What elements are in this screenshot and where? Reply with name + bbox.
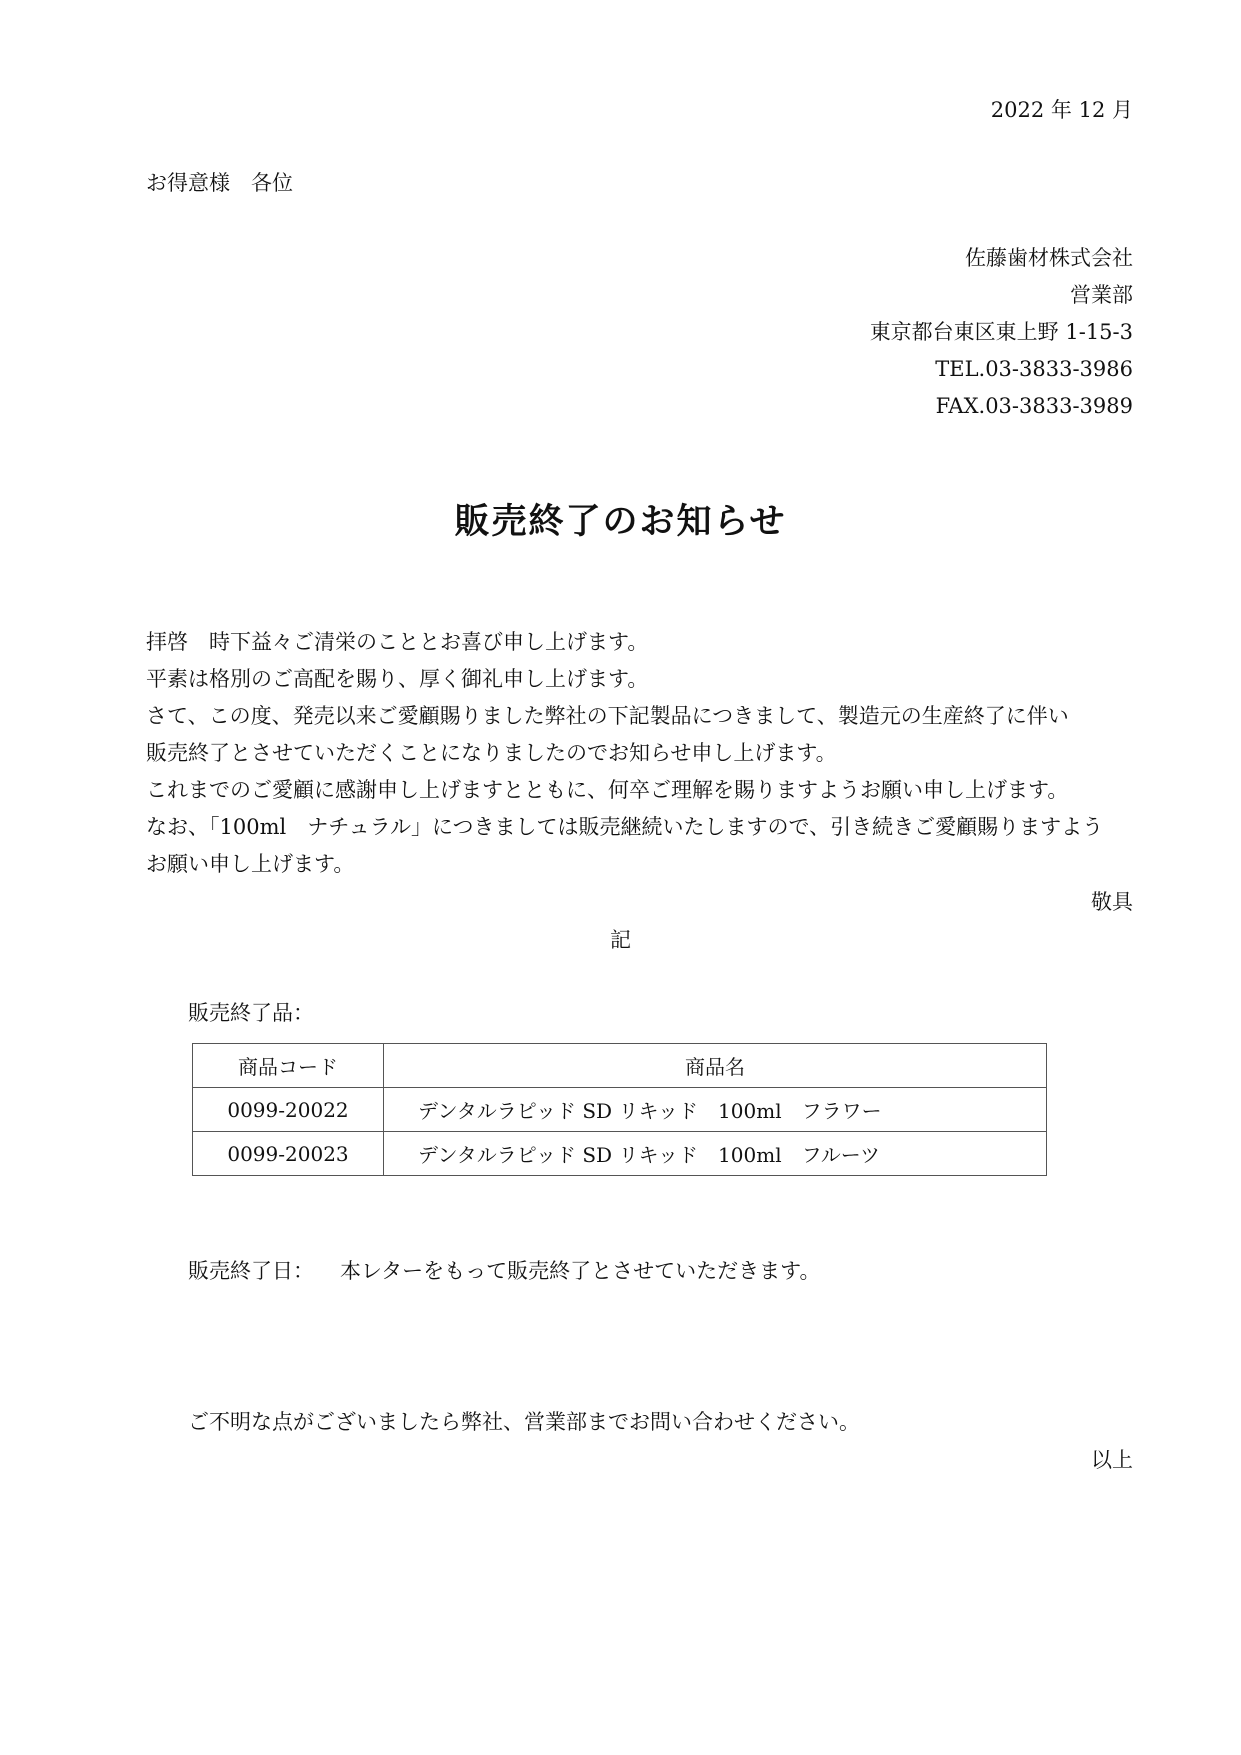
body-line: さて、この度、発売以来ご愛顧賜りました弊社の下記製品につきまして、製造元の生産終了に伴い [146, 704, 1069, 728]
table-header-row [193, 1044, 1047, 1088]
sender-department: 営業部 [1070, 283, 1133, 307]
end-date-label: 販売終了日： [188, 1259, 314, 1283]
body-line: お願い申し上げます。 [146, 852, 355, 876]
sender-tel: TEL.03-3833-3986 [935, 357, 1133, 381]
body-line: 拝啓 時下益々ご清栄のこととお喜び申し上げます。 [146, 630, 649, 654]
product-code: 0099-20022 [193, 1088, 384, 1132]
product-code: 0099-20023 [193, 1132, 384, 1176]
sender-company: 佐藤歯材株式会社 [965, 246, 1133, 270]
body-line: 平素は格別のご高配を賜り、厚く御礼申し上げます。 [146, 667, 649, 691]
page-title: 販売終了のお知らせ [454, 501, 787, 542]
product-name: デンタルラピッド SD リキッド 100ml フルーツ [384, 1132, 1047, 1176]
body-line: なお、「100ml ナチュラル」につきましては販売継続いたしますので、引き続きご愛顧賜りますよう [146, 815, 1104, 839]
addressee: お得意様 各位 [146, 171, 293, 195]
sender-address: 東京都台東区東上野 1-15-3 [869, 320, 1133, 344]
end-date-text: 本レターをもって販売終了とさせていただきます。 [340, 1259, 821, 1283]
end-mark: 以上 [1091, 1448, 1133, 1472]
contact-text: ご不明な点がございましたら弊社、営業部までお問い合わせください。 [188, 1410, 860, 1434]
date: 2022 年 12 月 [990, 98, 1133, 122]
products-table [192, 1043, 1047, 1176]
product-name: デンタルラピッド SD リキッド 100ml フラワー [384, 1088, 1047, 1132]
body-line: 販売終了とさせていただくことになりましたのでお知らせ申し上げます。 [146, 741, 837, 765]
sender-fax: FAX.03-3833-3989 [935, 394, 1133, 418]
header-product-code: 商品コード [193, 1044, 384, 1088]
header-product-name: 商品名 [384, 1044, 1047, 1088]
ki-heading: 記 [610, 928, 631, 952]
table-row [193, 1088, 1047, 1132]
products-label: 販売終了品： [188, 1001, 314, 1025]
closing-keigu: 敬具 [1091, 890, 1133, 914]
body-line: これまでのご愛顧に感謝申し上げますとともに、何卒ご理解を賜りますようお願い申し上げます。 [146, 778, 1069, 802]
table-row [193, 1132, 1047, 1176]
letter-body [146, 624, 1146, 883]
